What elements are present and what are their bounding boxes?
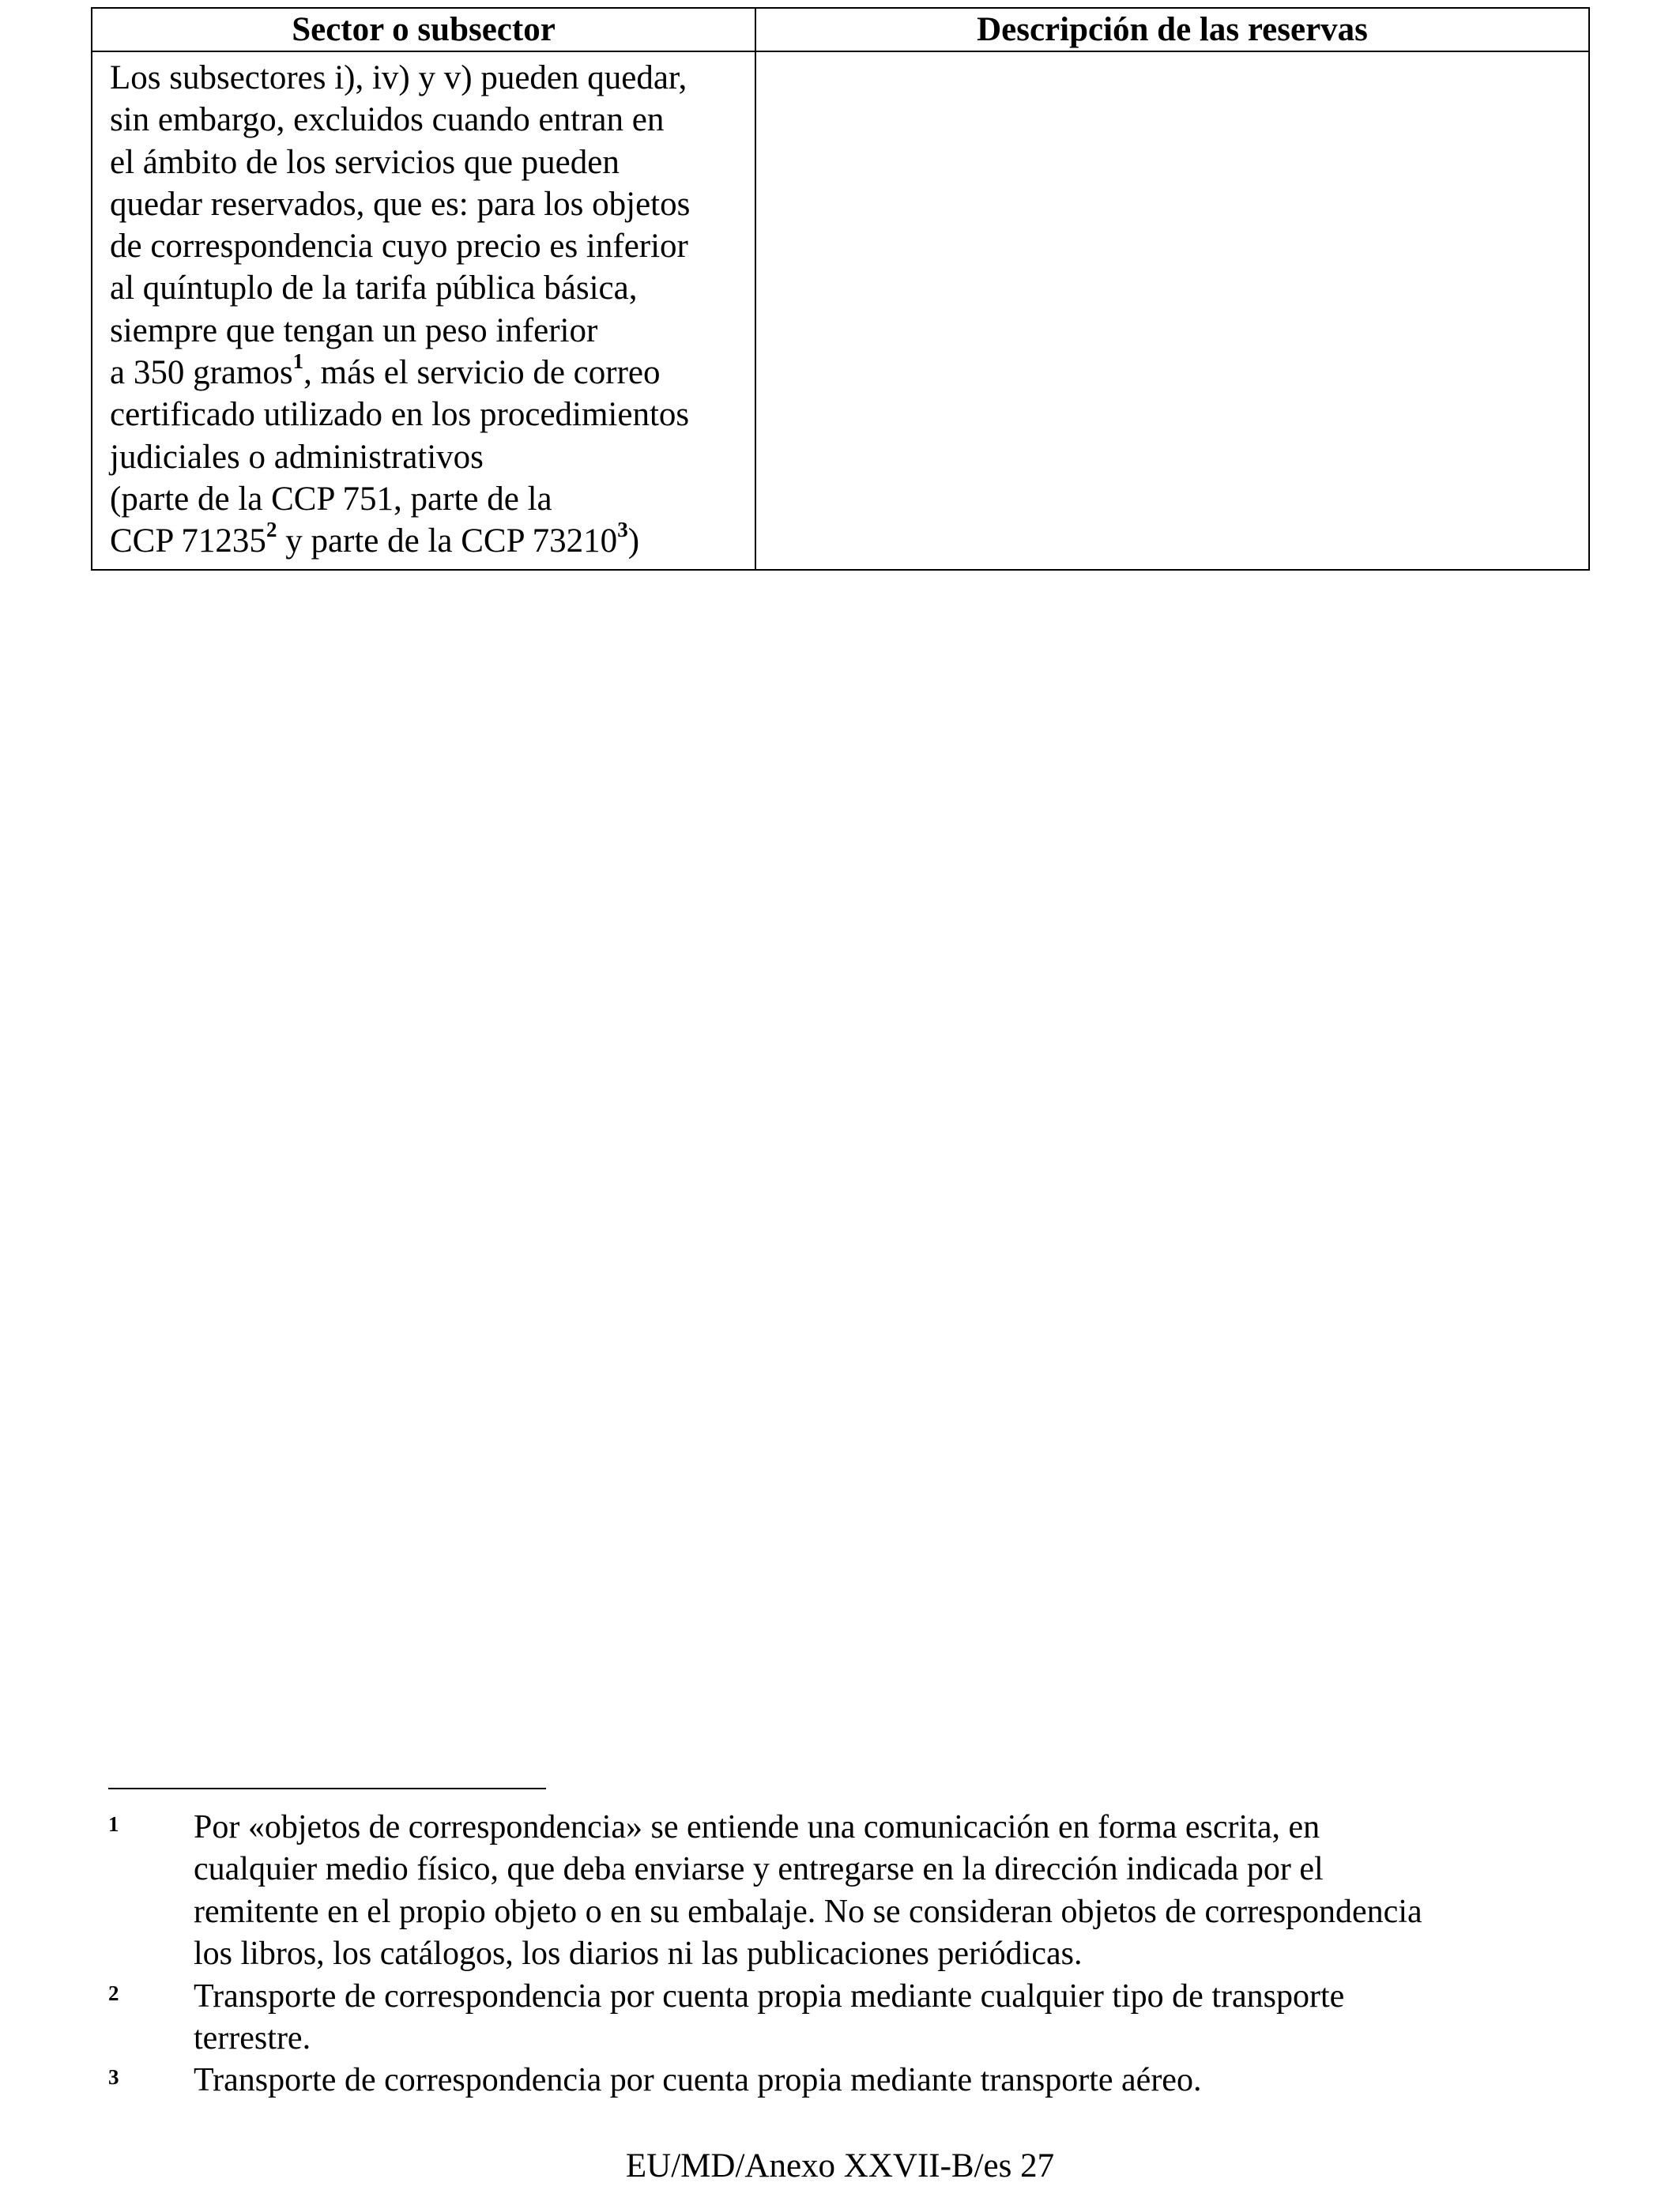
sector-cell [92,51,755,570]
sector-text-segment: , más el servicio de correo [303,354,661,392]
footnote-number: 3 [108,2065,119,2090]
sector-text-line: siempre que tengan un peso inferior [110,311,598,349]
footnote-1 [108,1807,1590,1976]
header-description: Descripción de las reservas [755,8,1589,51]
table-row [92,51,1589,570]
sector-text-line [110,517,739,562]
footnote-separator [108,1788,546,1789]
footnote-line: Por «objetos de correspondencia» se entiende una comunicación en forma escrita, en [194,1809,1320,1845]
sector-text-line: judiciales o administrativos [110,438,484,476]
sector-text-line: al quíntuplo de la tarifa pública básica, [110,270,638,307]
footnote-3 [108,2060,1590,2102]
page-footer: EU/MD/Anexo XXVII-B/es 27 [625,2147,1055,2185]
footnote-text [194,2060,1201,2102]
sector-text-line: Los subsectores i), iv) y v) pueden quedar, [110,59,687,96]
footnote-line: remitente en el propio objeto o en su embalaje. No se consideran objetos de correspondencia [194,1893,1422,1930]
footnote-2 [108,1976,1590,2060]
footnote-line: Transporte de correspondencia por cuenta propia mediante transporte aéreo. [194,2062,1202,2099]
footnote-line: los libros, los catálogos, los diarios ni las publicaciones periódicas. [194,1936,1083,1973]
sector-text-line [110,349,739,394]
footnote-line: cualquier medio físico, que deba enviarse y entregarse en la dirección indicada por el [194,1851,1324,1888]
footnote-ref-3[interactable]: 3 [617,517,628,541]
footnote-number: 2 [108,1981,119,2005]
footnote-text [194,1976,1344,2060]
sector-text-segment: a 350 gramos [110,354,293,392]
footnote-ref-1[interactable]: 1 [292,349,304,373]
sector-text-segment: ) [627,522,640,560]
table-header-row [92,8,1589,51]
reservations-table [91,7,1590,571]
sector-text-line: el ámbito de los servicios que pueden [110,143,620,181]
sector-text-line: sin embargo, excluidos cuando entran en [110,101,665,139]
footnotes [108,1807,1590,2102]
sector-text-line: quedar reservados, que es: para los objetos [110,185,691,223]
footnote-ref-2[interactable]: 2 [266,517,277,541]
sector-text-line: de correspondencia cuyo precio es inferior [110,228,688,266]
footnote-text [194,1807,1422,1976]
sector-text-line: certificado utilizado en los procedimientos [110,396,690,434]
description-cell [755,51,1589,570]
sector-text-line: (parte de la CCP 751, parte de la [110,480,552,518]
footnote-line: Transporte de correspondencia por cuenta propia mediante cualquier tipo de transporte [194,1977,1345,2015]
header-sector: Sector o subsector [92,8,755,51]
footnote-line: terrestre. [194,2020,311,2057]
sector-text-segment: CCP 71235 [110,522,266,560]
sector-text-segment: y parte de la CCP 73210 [277,522,618,560]
footnote-number: 1 [108,1812,119,1836]
